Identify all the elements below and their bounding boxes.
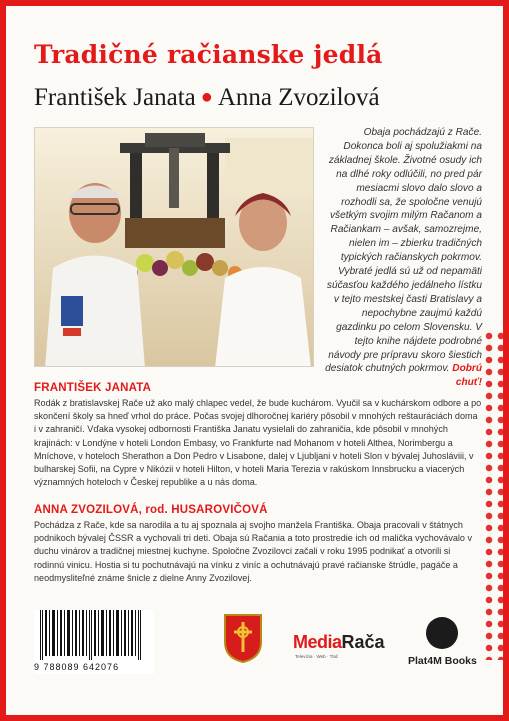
separator-dot-icon: ● xyxy=(200,86,213,108)
section-heading-janata: FRANTIŠEK JANATA xyxy=(34,382,152,394)
author-2: Anna Zvozilová xyxy=(217,84,380,111)
decorative-dots xyxy=(483,330,503,660)
intro-text xyxy=(322,126,482,390)
author-1: František Janata xyxy=(34,84,196,111)
media-logo-part2: Rača xyxy=(341,632,385,652)
isbn-number: 9 788089 642076 xyxy=(34,662,120,672)
publisher-logo-icon xyxy=(426,617,458,649)
intro-closing: Dobrú chuť! xyxy=(452,363,482,389)
barcode-bars-icon xyxy=(34,610,154,662)
section-text-janata: Rodák z bratislavskej Rače už ako malý chlapec vedel, že bude kuchárom. Vyučil sa v kuchárskom odbore a po skončení školy sa hneď vrhol do práce. Počas svojej dlhoročnej kariéry pôsobil v mnohých reštauráciách doma i v zahraničí. Vďaka vysokej odbornosti Františka Janatu vysielali do zahraničia, kde pôsobil v mnohých krajinách: v Londýne v hoteli London Embasy, vo Frankfurte nad Mohanom v hoteli Althea, Norimbergu a Mníchove, v hoteloch Sherathon a Don Pedro v Lisabone, dalej v Ljubljani v hoteli Slon v bývalej Juhosláviii, v bulharskej Sofii, na Cypre v Nikózii v hoteli Hilton, v hoteli Maria Terezia v rakúskom Innsbrucku a viacerých významných hoteloch v Českej republike a u nás doma. xyxy=(34,398,482,488)
media-logo-part1: Media xyxy=(293,632,342,652)
raca-coat-of-arms-icon xyxy=(222,612,264,664)
intro-body: Obaja pochádzajú z Rače. Dokonca boli aj spolužiakmi na základnej škole. Životné osudy ich na dlhé roky odlúčili, no pred pár mesiacmi slovo dalo slovo a rozhodli sa, že spoločne venujú všetkým svojim milým Račanom a Račiankam – avšak, samozrejme, nielen im – zbierku tradičných typických račianskych pokrmov. Vybraté jedlá sú už od nepamäti súčasťou každého jedálneho lístku v tejto mestskej časti Bratislavy a nepochybne zaujmú každú gazdinku po celom Slovensku. V tejto knihe nájdete podrobné návody pre prípravu skoro šiestich desiatok chutných pokrmov. xyxy=(325,127,482,375)
section-text-zvozilova: Pochádza z Rače, kde sa narodila a tu aj spoznala aj svojho manžela Františka. Obaja pracovali v štátnych podnikoch bývalej ČSSR a vychovali tri deti. Obaja sú Račania a toto prostredie ich od malička vychovávalo v duchu vinárov a tradičnej miestnej kuchyne. Spoločne Zvozilovci začali v roku 1995 podnikať a otvorili si rodinnú vinicu. Hostia si tu pochutnávajú na vínku z viníc a ochutnávajú pravé račianske štrúdle, pagáče a neodmysliteľné známe šnicle z dielne Anny Zvozilovej. xyxy=(34,520,472,583)
media-raca-logo xyxy=(293,632,385,659)
publisher-name: Plat4M Books xyxy=(408,655,477,667)
isbn-barcode xyxy=(34,610,154,674)
authors-line xyxy=(34,84,479,112)
authors-photo xyxy=(34,127,314,367)
section-heading-zvozilova: ANNA ZVOZILOVÁ, rod. HUSAROVIČOVÁ xyxy=(34,504,268,516)
media-logo-sub: Televízia · Web · Tlač xyxy=(295,654,339,659)
book-title: Tradičné račianske jedlá xyxy=(34,40,383,69)
